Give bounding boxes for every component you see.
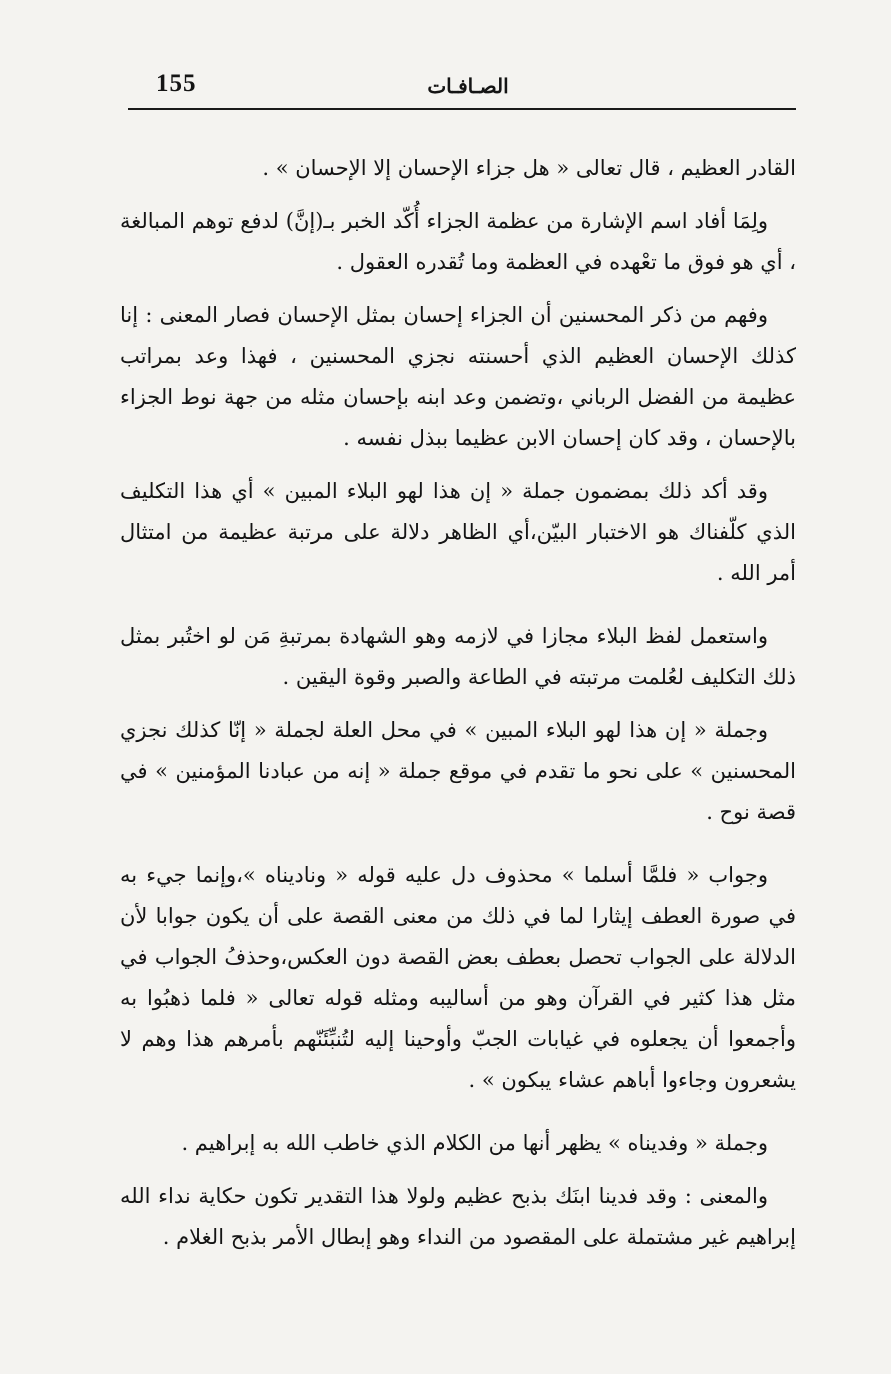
paragraph: وقد أكد ذلك بمضمون جملة « إن هذا لهو البلاء المبين » أي هذا التكليف الذي كلّفناك هو الاختبار البيّن،أي الظاهر دلالة على مرتبة عظيمة من امتثال أمر الله . — [120, 479, 796, 585]
paragraph: والمعنى : وقد فدينا ابنَك بذبح عظيم ولولا هذا التقدير تكون حكاية نداء الله إبراهيم غير مشتملة على المقصود من النداء وهو إبطال الأمر بذبح الغلام . — [120, 1184, 796, 1249]
page-header — [128, 62, 796, 108]
paragraph: وجواب « فلمَّا أسلما » محذوف دل عليه قوله « وناديناه »،وإنما جيء به في صورة العطف إيثارا لما في ذلك من معنى القصة على أن يكون جوابا لأن الدلالة على الجواب تحصل بعطف بعض القصة دون العكس،وحذفُ الجواب في مثل هذا كثير في القرآن وهو من أساليبه ومثله قوله تعالى « فلما ذهبُوا به وأجمعوا أن يجعلوه في غيابات الجبّ وأوحينا إليه لتُنبِّئَنّهم بأمرهم هذا وهم لا يشعرون وجاءوا أباهم عشاء يبكون » . — [120, 863, 796, 1092]
paragraph: واستعمل لفظ البلاء مجازا في لازمه وهو الشهادة بمرتبةِ مَن لو اختُبر بمثل ذلك التكليف لعُلمت مرتبته في الطاعة والصبر وقوة اليقين . — [120, 624, 796, 689]
body-text — [120, 148, 796, 1270]
running-title: الصـافـات — [427, 74, 509, 98]
paragraph: القادر العظيم ، قال تعالى « هل جزاء الإحسان إلا الإحسان » . — [262, 156, 796, 180]
header-rule — [128, 108, 796, 110]
paragraph: ولِمَا أفاد اسم الإشارة من عظمة الجزاء أُكّد الخبر بـ(إنَّ) لدفع توهم المبالغة ، أي هو فوق ما تعْهده في العظمة وما تُقدره العقول . — [120, 209, 796, 274]
paragraph: وجملة « إن هذا لهو البلاء المبين » في محل العلة لجملة « إنّا كذلك نجزي المحسنين » على نحو ما تقدم في موقع جملة « إنه من عبادنا المؤمنين » في قصة نوح . — [120, 718, 796, 824]
paragraph: وجملة « وفديناه » يظهر أنها من الكلام الذي خاطب الله به إبراهيم . — [181, 1131, 768, 1155]
page-number: 155 — [156, 70, 197, 97]
paragraph: وفهم من ذكر المحسنين أن الجزاء إحسان بمثل الإحسان فصار المعنى : إنا كذلك الإحسان العظيم الذي أحسنته نجزي المحسنين ، فهذا وعد بمراتب عظيمة من الفضل الرباني ،وتضمن وعد ابنه بإحسان مثله من جهة نوط الجزاء بالإحسان ، وقد كان إحسان الابن عظيما ببذل نفسه . — [120, 303, 796, 450]
